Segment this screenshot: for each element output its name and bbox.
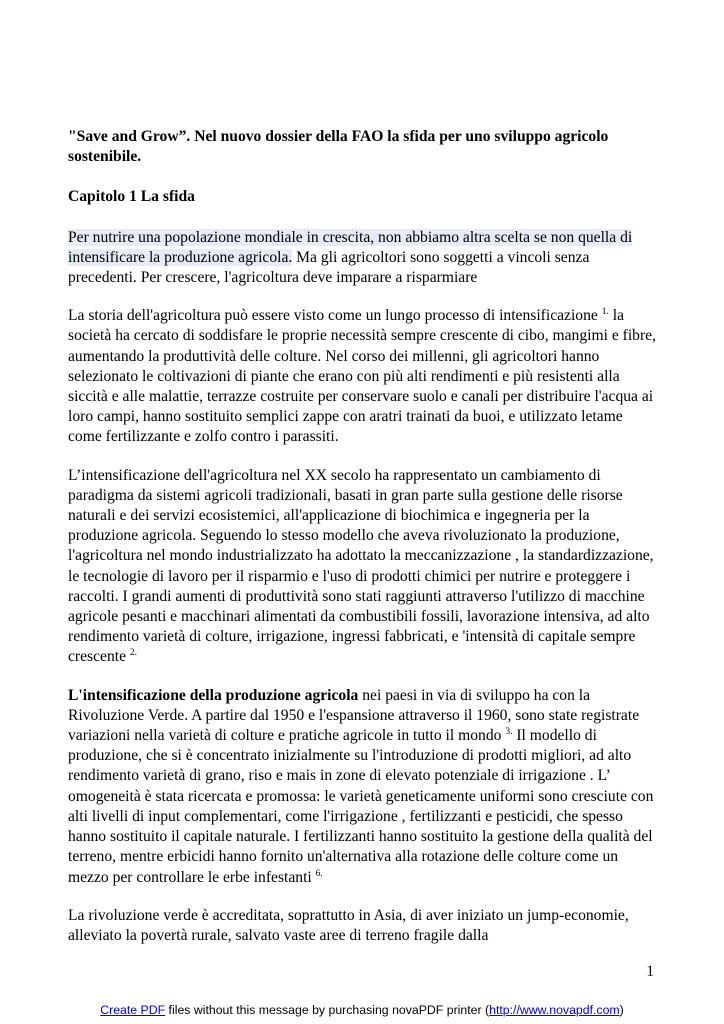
footer-text: files without this message by purchasing novaPDF printer ( [165, 1003, 490, 1017]
paragraph-history-text-a: La storia dell'agricoltura può essere visto come un lungo processo di intensificazione [68, 307, 602, 325]
paragraph-intro-rest: Ma gli agricoltori sono soggetti a vincoli senza precedenti. Per crescere, l'agricoltura deve imparare a risparmiare [68, 248, 590, 287]
footnote-ref-6: 6. [315, 868, 323, 879]
paragraph-history-text-b: la società ha cercato di soddisfare le proprie necessità sempre crescente di cibo, mangimi e fibre, aumentando la produttività delle colture. Nel corso dei millenni, gli agricoltori hanno selezionato le coltivazioni di piante che erano con più alti rendimenti e più resistenti alla siccità e alle malattie, terrazze costruite per conservare suolo e canali per distribuire l'acqua ai loro campi, hanno sostituito semplici zappe con aratri trainati da buoi, e utilizzato letame come fertilizzante e zolfo contro i parassiti. [68, 307, 656, 446]
paragraph-credited: La rivoluzione verde è accreditata, soprattutto in Asia, di aver iniziato un jump-economie, alleviato la povertà rurale, salvato vaste aree di terreno fragile dalla [68, 906, 629, 944]
paragraph-20th-century-text: L’intensificazione dell'agricoltura nel XX secolo ha rappresentato un cambiamento di paradigma da sistemi agricoli tradizionali, basati in gran parte sulla gestione delle risorse naturali e dei servizi ecosistemici, all'applicazione di biochimica e ingegneria per la produzione agricola. Seguendo lo stesso modello che aveva rivoluzionato la produzione, l'agricoltura nel mondo industrializzato ha adottato la meccanizzazione , la standardizzazione, le tecnologie di lavoro per il risparmio e l'uso di prodotti chimici per nutrire e proteggere i raccolti. I grandi aumenti di produttività sono stati raggiunti attraverso l'utilizzo di macchine agricole pesanti e macchinari alimentati da combustibili fossili, lavorazione intensiva, ad alto rendimento varietà di colture, irrigazione, ingressi fabbricati, e 'intensità di capitale sempre crescente [68, 466, 654, 666]
paragraph-intro [68, 228, 656, 289]
paragraph-green-revolution [68, 686, 656, 888]
footer-text-end: ) [619, 1003, 624, 1017]
bold-lead-phrase: L'intensificazione della produzione agricola [68, 686, 359, 704]
document-body [68, 127, 656, 946]
paragraph-green-revolution-text-b: Il modello di produzione, che si è concentrato inizialmente su l'introduzione di prodotti migliori, ad alto rendimento varietà di grano, riso e mais in zone di elevato potenziale di irrigazione . L’ omogeneità è stata ricercata e promossa: le varietà geneticamente uniformi sono cresciute con alti livelli di input complementari, come l'irrigazione , fertilizzanti e pesticidi, che spesso hanno sostituito il capitale naturale. I fertilizzanti hanno sostituito la gestione della qualità del terreno, mentre erbicidi hanno fornito un'alternativa alla rotazione delle colture come un mezzo per controllare le erbe infestanti [68, 727, 654, 886]
document-title: "Save and Grow”. Nel nuovo dossier della FAO la sfida per uno sviluppo agricolo sostenibile. [68, 128, 609, 166]
footnote-ref-2: 2. [129, 648, 138, 659]
paragraph-20th-century [68, 466, 656, 668]
paragraph-green-revolution-text-a: nei paesi in via di sviluppo ha con la Rivoluzione Verde. A partire dal 1950 e l'espansione attraverso il 1960, sono state registrate variazioni nella varietà di colture e pratiche agricole in tutto il mondo [68, 686, 640, 745]
pdf-footer [0, 1003, 724, 1017]
novapdf-url-link[interactable]: http://www.novapdf.com [489, 1003, 620, 1017]
footnote-ref-1: 1. [601, 307, 609, 318]
create-pdf-link[interactable]: Create PDF [100, 1003, 166, 1017]
paragraph-history [68, 306, 656, 447]
highlighted-text: Per nutrire una popolazione mondiale in crescita, non abbiamo altra scelta se non quella di intensificare la produzione agricola. [68, 228, 633, 266]
footnote-ref-3: 3. [505, 727, 513, 738]
chapter-heading: Capitolo 1 La sfida [68, 188, 195, 206]
page-number: 1 [646, 963, 654, 980]
